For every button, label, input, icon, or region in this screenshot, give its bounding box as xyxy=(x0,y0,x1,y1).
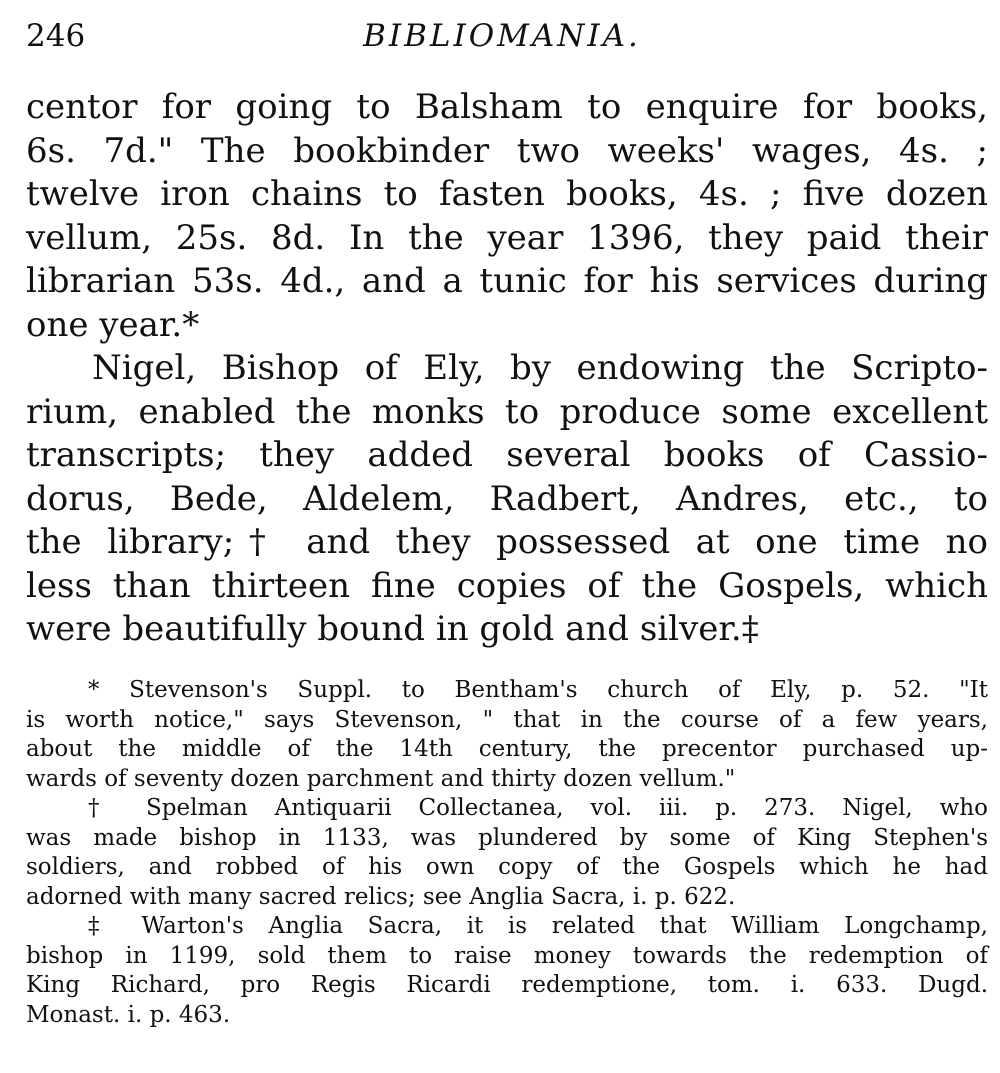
footnote-line: Monast. i. p. 463. xyxy=(26,1001,231,1028)
text-line: the library;† and they possessed at one time no xyxy=(26,522,988,562)
text-line: 6s. 7d." The bookbinder two weeks' wages, 4s. ; xyxy=(26,130,988,171)
text-line: twelve iron chains to fasten books, 4s. ; five dozen xyxy=(26,174,988,214)
page-header xyxy=(26,16,978,62)
footnote-line: † Spelman Antiquarii Collectanea, vol. iii. p. 273. Nigel, who xyxy=(88,795,988,821)
footnote-line: * Stevenson's Suppl. to Bentham's church of Ely, p. 52. "It xyxy=(88,677,988,703)
text-line: transcripts; they added several books of Cassio- xyxy=(26,435,988,475)
footnote-line: ‡ Warton's Anglia Sacra, it is related that William Longchamp, xyxy=(88,913,988,939)
text-line: less than thirteen fine copies of the Gospels, which xyxy=(26,565,988,606)
body-text xyxy=(26,86,988,652)
footnote-line: adorned with many sacred relics; see Anglia Sacra, i. p. 622. xyxy=(26,883,736,910)
footnote-line: King Richard, pro Regis Ricardi redemptione, tom. i. 633. Dugd. xyxy=(26,972,988,998)
footnote-1 xyxy=(26,676,988,794)
text-line: one year.* xyxy=(26,304,200,345)
footnote-line: wards of seventy dozen parchment and thirty dozen vellum." xyxy=(26,765,736,792)
footnote-line: soldiers, and robbed of his own copy of the Gospels which he had xyxy=(26,854,988,880)
page-number: 246 xyxy=(26,18,86,54)
footnote-2 xyxy=(26,794,988,912)
text-line: dorus, Bede, Aldelem, Radbert, Andres, etc., to xyxy=(26,478,988,519)
text-line: Nigel, Bishop of Ely, by endowing the Scripto- xyxy=(92,348,988,388)
paragraph-1 xyxy=(26,86,988,347)
text-line: vellum, 25s. 8d. In the year 1396, they paid their xyxy=(26,217,988,258)
text-line: rium, enabled the monks to produce some excellent xyxy=(26,391,988,432)
footnote-line: is worth notice," says Stevenson, " that in the course of a few years, xyxy=(26,706,988,733)
footnote-line: about the middle of the 14th century, the precentor purchased up- xyxy=(26,736,988,762)
footnote-line: bishop in 1199, sold them to raise money towards the redemption of xyxy=(26,942,988,969)
paragraph-2 xyxy=(26,347,988,652)
text-line: were beautifully bound in gold and silver.‡ xyxy=(26,609,759,649)
text-line: librarian 53s. 4d., and a tunic for his services during xyxy=(26,261,988,301)
text-line: centor for going to Balsham to enquire for books, xyxy=(26,87,988,127)
footnotes xyxy=(26,676,988,1030)
footnote-line: was made bishop in 1133, was plundered by some of King Stephen's xyxy=(26,824,988,851)
running-title: BIBLIOMANIA. xyxy=(363,18,641,54)
footnote-3 xyxy=(26,912,988,1030)
